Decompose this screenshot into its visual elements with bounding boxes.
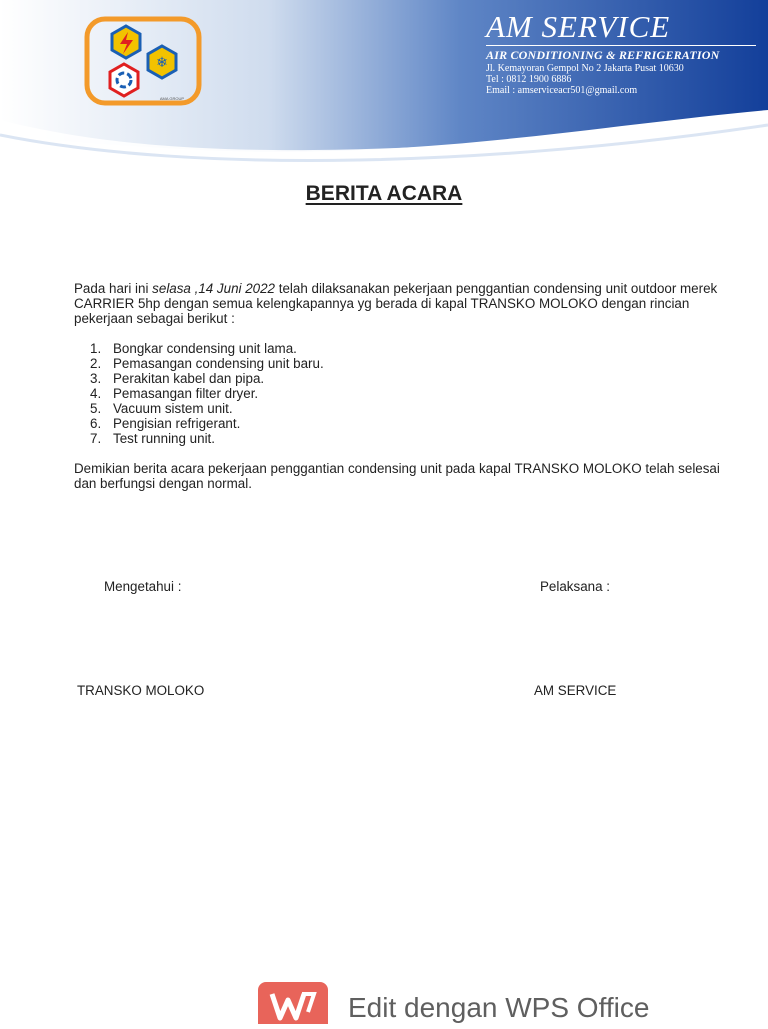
- svg-text:❄: ❄: [156, 55, 168, 71]
- company-address: Jl. Kemayoran Gempol No 2 Jakarta Pusat 10630: [486, 63, 684, 74]
- document-title: BERITA ACARA: [305, 182, 463, 205]
- task-list: [74, 341, 324, 446]
- company-info: [486, 10, 756, 96]
- company-phone: Tel : 0812 1900 6886: [486, 74, 572, 85]
- list-item: 6. Pengisian refrigerant.: [90, 416, 241, 431]
- company-email: Email : amserviceacr501@gmail.com: [486, 85, 638, 96]
- letterhead: [0, 0, 768, 200]
- signature-right-name: AM SERVICE: [534, 683, 617, 698]
- list-item: 5. Vacuum sistem unit.: [90, 401, 233, 416]
- company-logo: [84, 16, 202, 108]
- wps-logo-icon: [258, 982, 328, 1024]
- logo-text: AMA GROUP: [159, 96, 185, 101]
- list-item: 7. Test running unit.: [90, 431, 215, 446]
- intro-date: selasa ,14 Juni 2022: [152, 281, 276, 296]
- closing-paragraph: Demikian berita acara pekerjaan penggantian condensing unit pada kapal TRANSKO MOLOKO telah selesai dan berfungsi dengan normal.: [74, 461, 720, 491]
- wps-edit-banner[interactable]: [258, 982, 718, 1024]
- list-item: 3. Perakitan kabel dan pipa.: [90, 371, 265, 386]
- signature-right-label: Pelaksana :: [540, 579, 610, 594]
- signature-left-label: Mengetahui :: [104, 579, 182, 594]
- company-tagline: AIR CONDITIONING & REFRIGERATION: [486, 45, 756, 63]
- signature-left-name: TRANSKO MOLOKO: [77, 683, 205, 698]
- fan-hex-icon: [110, 64, 138, 96]
- company-name: AM SERVICE: [486, 9, 671, 44]
- list-item: 2. Pemasangan condensing unit baru.: [90, 356, 324, 371]
- list-item: 1. Bongkar condensing unit lama.: [90, 341, 297, 356]
- wps-edit-label: Edit dengan WPS Office: [348, 992, 650, 1023]
- intro-paragraph: Pada hari ini selasa ,14 Juni 2022 telah dilaksanakan pekerjaan penggantian condensing unit outdoor merek CARRIER 5hp dengan semua kelengkapannya yg berada di kapal TRANSKO MOLOKO dengan rincian pekerjaan sebagai berikut :: [74, 281, 718, 326]
- list-item: 4. Pemasangan filter dryer.: [90, 386, 259, 401]
